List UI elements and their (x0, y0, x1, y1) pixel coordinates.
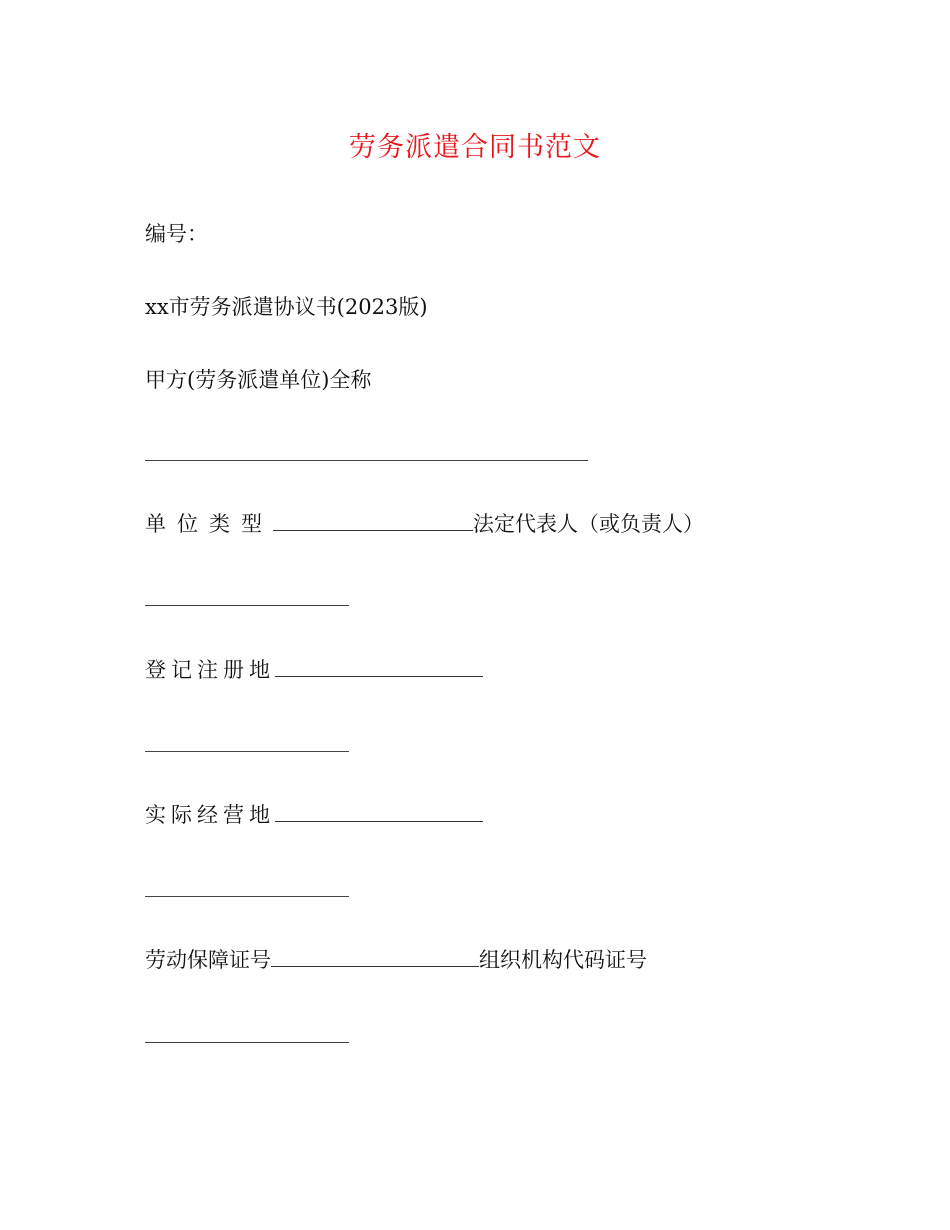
legal-rep-label: 法定代表人（或负责人） (473, 512, 704, 536)
org-code-label: 组织机构代码证号 (479, 948, 647, 972)
party-a-fullname-blank (145, 460, 588, 461)
labor-permit-label: 劳动保障证号 (145, 948, 271, 972)
org-code-blank (145, 1042, 349, 1043)
registered-address-label: 登记注册地 (145, 658, 275, 682)
business-address-row (145, 801, 483, 829)
business-address-label: 实际经营地 (145, 803, 275, 827)
registered-address-blank (275, 656, 483, 677)
business-address-blank-cont (145, 896, 349, 897)
party-a-fullname-label: 甲方(劳务派遣单位)全称 (145, 368, 372, 392)
legal-rep-blank (145, 605, 349, 606)
document-title: 劳务派遣合同书范文 (349, 132, 601, 163)
unit-type-blank (273, 510, 473, 531)
registered-address-row (145, 656, 483, 684)
number-label: 编号： (145, 222, 208, 246)
agreement-name: xx市劳务派遣协议书(2023版) (145, 295, 428, 319)
labor-permit-blank (271, 946, 479, 967)
labor-permit-row (145, 946, 647, 974)
business-address-blank (275, 801, 483, 822)
unit-type-row (145, 510, 704, 538)
unit-type-label: 单位类型 (145, 512, 273, 536)
registered-address-blank-cont (145, 751, 349, 752)
